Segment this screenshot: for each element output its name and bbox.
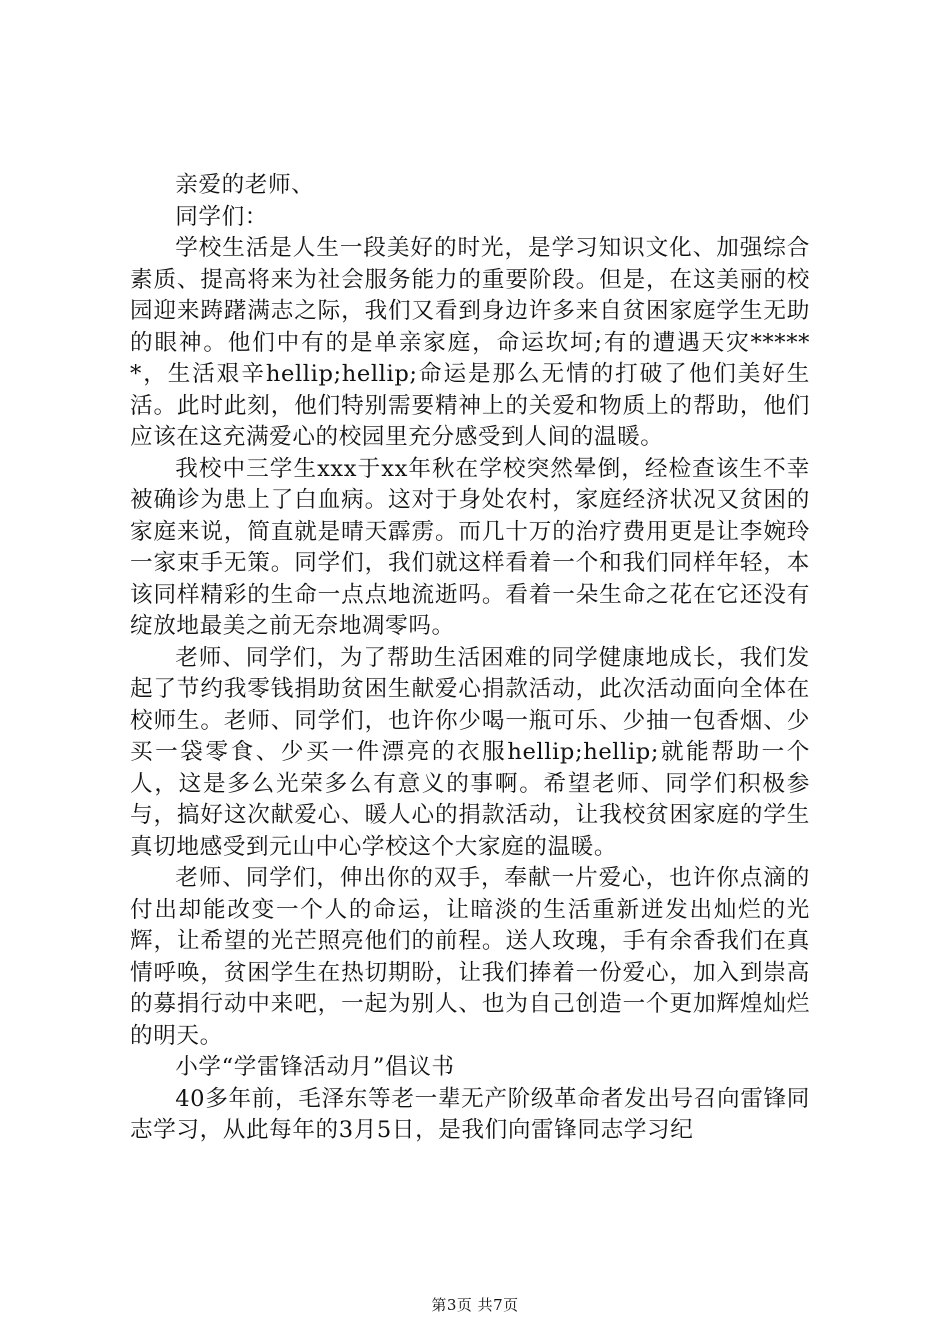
section-heading: 小学“学雷锋活动月”倡议书 [175, 1054, 455, 1080]
salutation-line-1: 亲爱的老师、 [175, 172, 315, 198]
paragraph-donation-call: 老师、同学们，为了帮助生活困难的同学健康地成长，我们发起了节约我零钱捐助贫困生献爱心捐款活动，此次活动面向全体在校师生。老师、同学们，也许你少喝一瓶可乐、少抽一包香烟、少买一袋零食、少买一件漂亮的衣服hellip;hellip;就能帮助一个人，这是多么光荣多么有意义的事啊。希望老师、同学们积极参与，搞好这次献爱心、暖人心的捐款活动，让我校贫困家庭的学生真切地感受到元山中心学校这个大家庭的温暖。 [130, 644, 810, 860]
page-number-footer: 第3页 共7页 [431, 1296, 519, 1314]
paragraph-lei-feng: 40多年前，毛泽东等老一辈无产阶级革命者发出号召向雷锋同志学习，从此每年的3月5日，是我们向雷锋同志学习纪 [130, 1085, 810, 1143]
document-body [130, 170, 810, 1147]
paragraph-appeal: 老师、同学们，伸出你的双手，奉献一片爱心，也许你点滴的付出却能改变一个人的命运，让暗淡的生活重新迸发出灿烂的光辉，让希望的光芒照亮他们的前程。送人玫瑰，手有余香我们在真情呼唤，贫困学生在热切期盼，让我们捧着一份爱心，加入到崇高的募捐行动中来吧，一起为别人、也为自己创造一个更加辉煌灿烂的明天。 [130, 865, 810, 1049]
paragraph-school-life: 学校生活是人生一段美好的时光，是学习知识文化、加强综合素质、提高将来为社会服务能力的重要阶段。但是，在这美丽的校园迎来踌躇满志之际，我们又看到身边许多来自贫困家庭学生无助的眼神。他们中有的是单亲家庭，命运坎坷;有的遭遇天灾******，生活艰辛hellip;hellip;命运是那么无情的打破了他们美好生活。此时此刻，他们特别需要精神上的关爱和物质上的帮助，他们应该在这充满爱心的校园里充分感受到人间的温暖。 [130, 235, 810, 450]
paragraph-student-illness: 我校中三学生xxx于xx年秋在学校突然晕倒，经检查该生不幸被确诊为患上了白血病。这对于身处农村，家庭经济状况又贫困的家庭来说，简直就是晴天霹雳。而几十万的治疗费用更是让李婉玲一家束手无策。同学们，我们就这样看着一个和我们同样年轻，本该同样精彩的生命一点点地流逝吗。看着一朵生命之花在它还没有绽放地最美之前无奈地凋零吗。 [130, 455, 810, 639]
salutation-line-2: 同学们： [175, 203, 268, 230]
